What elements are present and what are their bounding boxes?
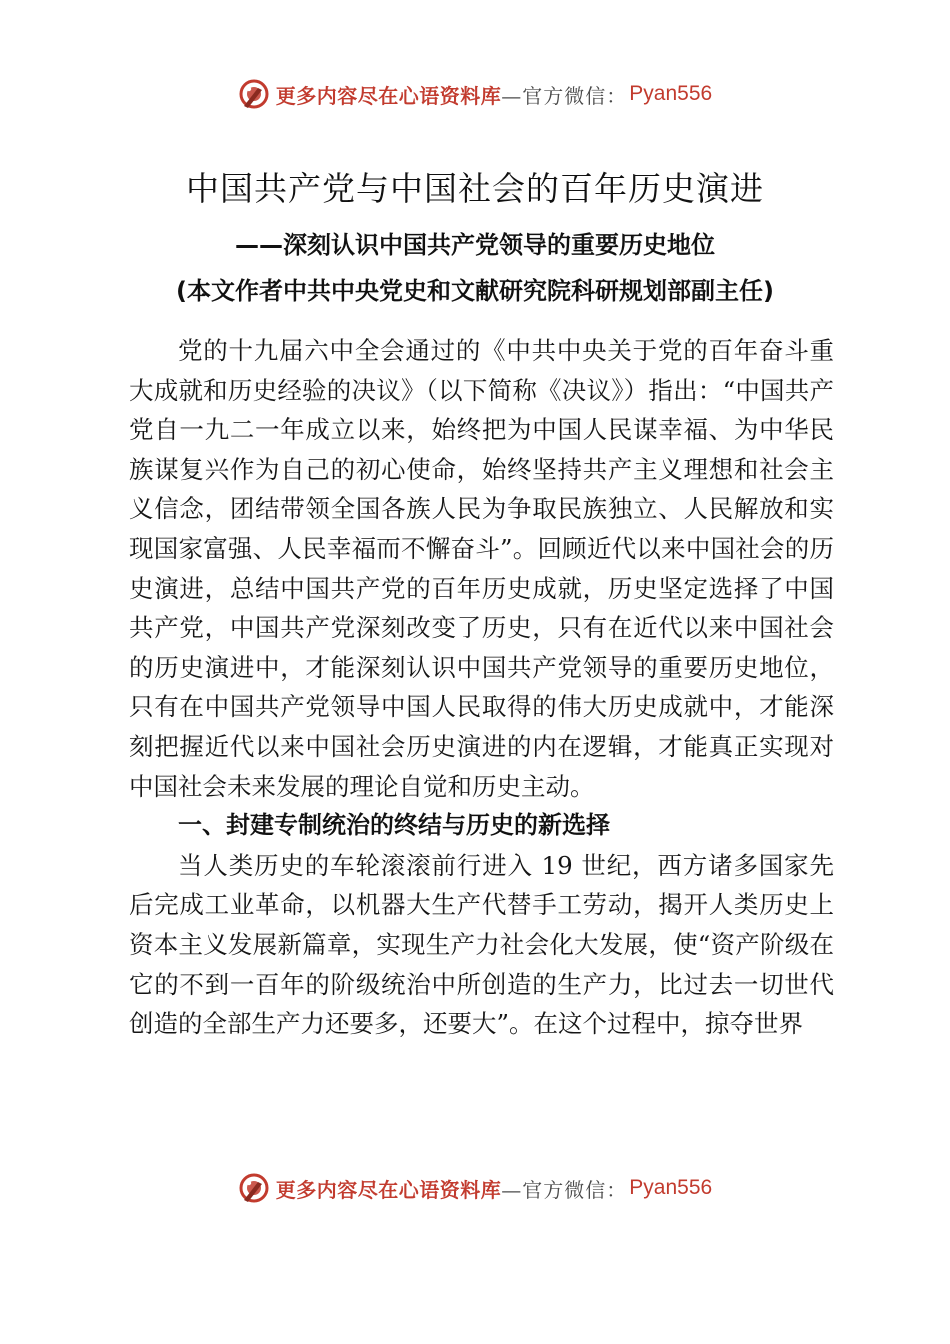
header-banner xyxy=(0,74,950,114)
document-body xyxy=(129,331,834,1044)
logo-icon xyxy=(238,1172,270,1204)
banner-brand: 更多内容尽在心语资料库 xyxy=(275,83,502,108)
banner-brand: 更多内容尽在心语资料库 xyxy=(275,1177,502,1202)
section-heading-1: 一、封建专制统治的终结与历史的新选择 xyxy=(178,811,610,840)
banner-separator: —官方微信： xyxy=(501,83,628,108)
logo-icon xyxy=(238,78,270,110)
document-title: 中国共产党与中国社会的百年历史演进 xyxy=(186,169,764,208)
banner-wechat-id: Pyan556 xyxy=(629,1176,713,1199)
banner-wechat-id: Pyan556 xyxy=(629,82,713,105)
author-note: (本文作者中共中央党史和文献研究院科研规划部副主任) xyxy=(176,277,774,305)
document-subtitle: ——深刻认识中国共产党领导的重要历史地位 xyxy=(235,231,715,259)
paragraph-2: 当人类历史的车轮滚滚前行进入 19 世纪，西方诸多国家先后完成工业革命，以机器大生产代替手工劳动，揭开人类历史上资本主义发展新篇章，实现生产力社会化大发展，使“资产阶级在它的不到一百年的阶级统治中所创造的生产力，比过去一切世代创造的全部生产力还要多，还要大”。在这个过程中，掠夺世界 xyxy=(129,850,834,1039)
footer-banner xyxy=(0,1168,950,1208)
paragraph-1: 党的十九届六中全会通过的《中共中央关于党的百年奋斗重大成就和历史经验的决议》（以下简称《决议》）指出：“中国共产党自一九二一年成立以来，始终把为中国人民谋幸福、为中华民族谋复兴作为自己的初心使命，始终坚持共产主义理想和社会主义信念，团结带领全国各族人民为争取民族独立、人民解放和实现国家富强、人民幸福而不懈奋斗”。回顾近代以来中国社会的历史演进，总结中国共产党的百年历史成就，历史坚定选择了中国共产党，中国共产党深刻改变了历史，只有在近代以来中国社会的历史演进中，才能深刻认识中国共产党领导的重要历史地位，只有在中国共产党领导中国人民取得的伟大历史成就中，才能深刻把握近代以来中国社会历史演进的内在逻辑，才能真正实现对中国社会未来发展的理论自觉和历史主动。 xyxy=(129,336,834,801)
banner-separator: —官方微信： xyxy=(501,1177,628,1202)
